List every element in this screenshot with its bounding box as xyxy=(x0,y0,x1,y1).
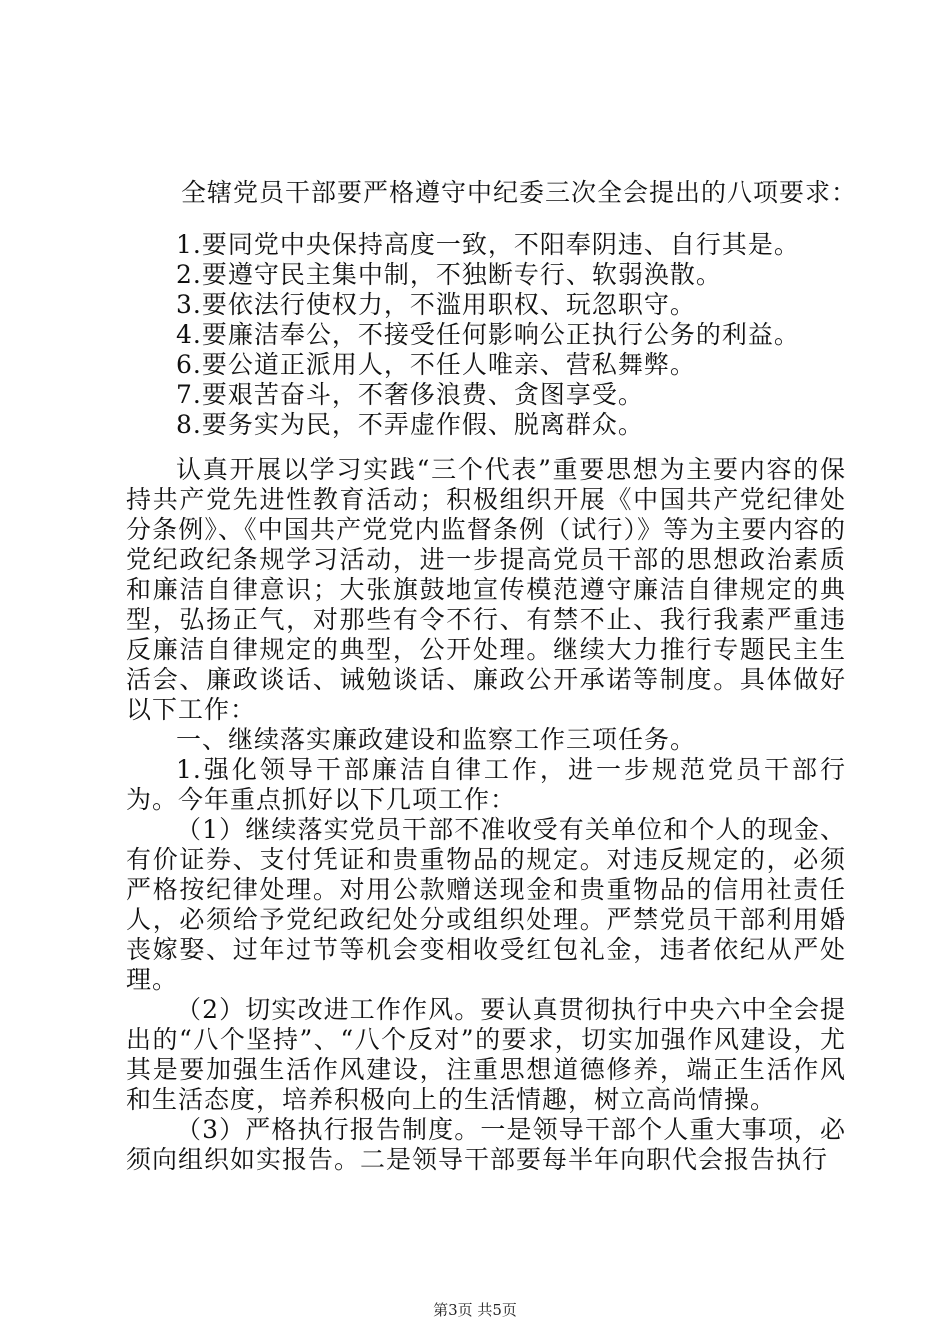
list-item: 6.要公道正派用人，不任人唯亲、营私舞弊。 xyxy=(176,350,696,379)
paragraph: 1.强化领导干部廉洁自律工作，进一步规范党员干部行为。今年重点抓好以下几项工作： xyxy=(126,755,846,814)
paragraph: 认真开展以学习实践“三个代表”重要思想为主要内容的保持共产党先进性教育活动；积极组织开展《中国共产党纪律处分条例》、《中国共产党党内监督条例（试行）》等为主要内容的党纪政纪条规学习活动，进一步提高党员干部的思想政治素质和廉洁自律意识；大张旗鼓地宣传模范遵守廉洁自律规定的典型，弘扬正气，对那些有令不行、有禁不止、我行我素严重违反廉洁自律规定的典型，公开处理。继续大力推行专题民主生活会、廉政谈话、诫勉谈话、廉政公开承诺等制度。具体做好以下工作： xyxy=(126,455,846,724)
list-item: 1.要同党中央保持高度一致，不阳奉阴违、自行其是。 xyxy=(176,230,800,259)
list-item: 2.要遵守民主集中制，不独断专行、软弱涣散。 xyxy=(176,260,722,289)
list-item: 7.要艰苦奋斗，不奢侈浪费、贪图享受。 xyxy=(176,380,644,409)
list-item: 8.要务实为民，不弄虚作假、脱离群众。 xyxy=(176,410,644,439)
list-item: 3.要依法行使权力，不滥用职权、玩忽职守。 xyxy=(176,290,696,319)
list-item: 4.要廉洁奉公，不接受任何影响公正执行公务的利益。 xyxy=(176,320,800,349)
paragraph: （2）切实改进工作作风。要认真贯彻执行中央六中全会提出的“八个坚持”、“八个反对”的要求，切实加强作风建设，尤其是要加强生活作风建设，注重思想道德修养，端正生活作风和生活态度，培养积极向上的生活情趣，树立高尚情操。 xyxy=(126,995,846,1114)
requirements-list xyxy=(176,230,800,440)
section-heading: 一、继续落实廉政建设和监察工作三项任务。 xyxy=(176,725,697,754)
body-text xyxy=(126,455,846,1175)
paragraph: （3）严格执行报告制度。一是领导干部个人重大事项，必须向组织如实报告。二是领导干部要每半年向职代会报告执行 xyxy=(126,1115,846,1174)
paragraph: （1）继续落实党员干部不准收受有关单位和个人的现金、有价证券、支付凭证和贵重物品的规定。对违反规定的，必须严格按纪律处理。对用公款赠送现金和贵重物品的信用社责任人，必须给予党纪政纪处分或组织处理。严禁党员干部利用婚丧嫁娶、过年过节等机会变相收受红包礼金，违者依纪从严处理。 xyxy=(126,815,846,994)
page-number: 第3页 共5页 xyxy=(433,1301,517,1319)
intro-line: 全辖党员干部要严格遵守中纪委三次全会提出的八项要求： xyxy=(181,178,858,207)
